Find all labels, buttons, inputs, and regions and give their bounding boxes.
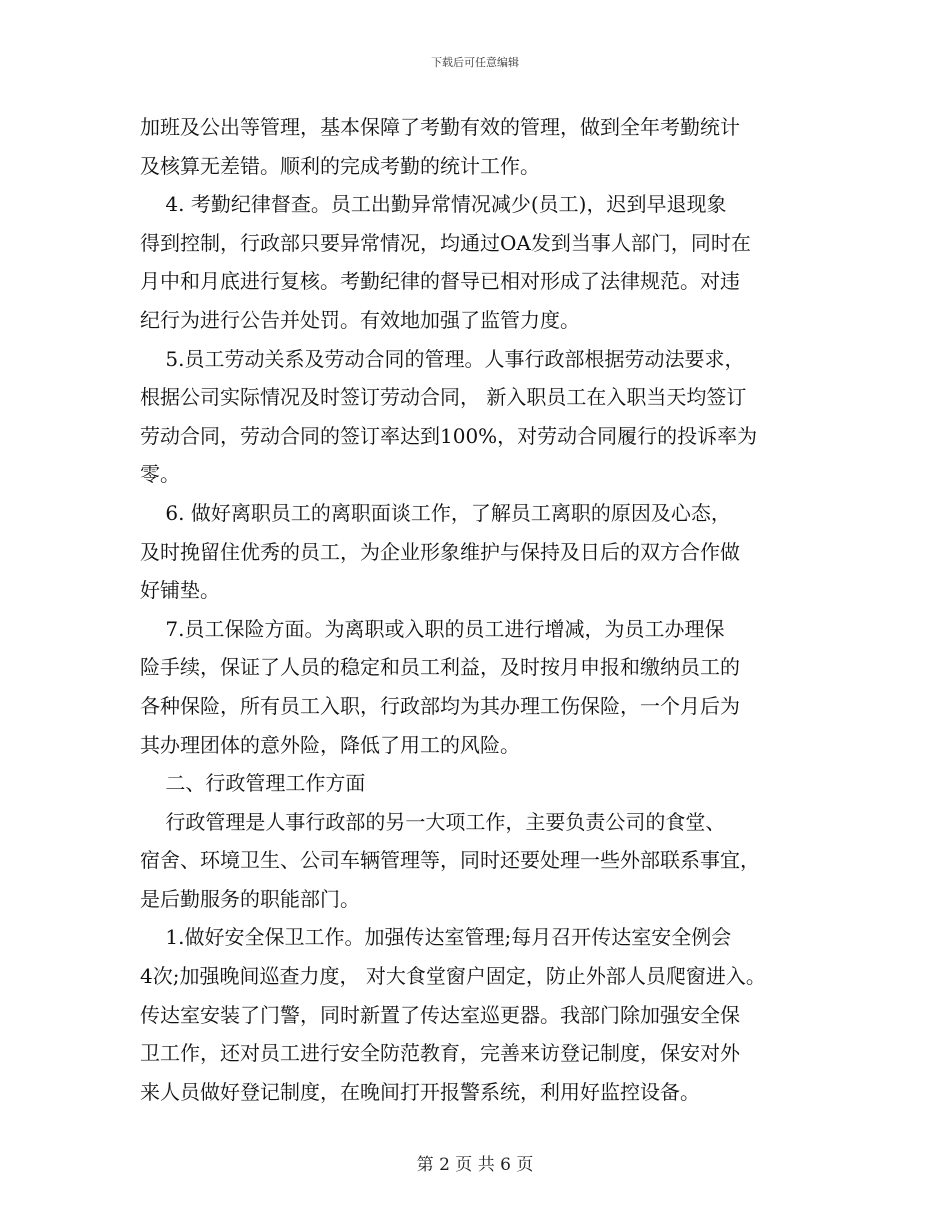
body-line: 宿舍、环境卫生、公司车辆管理等，同时还要处理一些外部联系事宜， [140,848,760,873]
body-line: 4. 考勤纪律督查。员工出勤异常情况减少(员工)，迟到早退现象 [140,192,727,217]
body-line: 及核算无差错。顺利的完成考勤的统计工作。 [140,153,540,178]
body-line: 卫工作，还对员工进行安全防范教育，完善来访登记制度，保安对外 [140,1041,740,1066]
page-footer: 第 2 页 共 6 页 [416,1155,534,1175]
body-line: 来人员做好登记制度，在晚间打开报警系统，利用好监控设备。 [140,1079,700,1104]
body-line: 好铺垫。 [140,578,220,603]
body-line: 加班及公出等管理，基本保障了考勤有效的管理，做到全年考勤统计 [140,115,740,139]
body-line: 行政管理是人事行政部的另一大项工作，主要负责公司的食堂、 [140,809,726,834]
body-line: 月中和月底进行复核。考勤纪律的督导已相对形成了法律规范。对违 [140,269,740,294]
body-line: 根据公司实际情况及时签订劳动合同， 新入职员工在入职当天均签订 [140,385,747,410]
body-line: 5.员工劳动关系及劳动合同的管理。人事行政部根据劳动法要求， [140,346,745,371]
section-heading: 二、行政管理工作方面 [140,771,366,796]
body-line: 劳动合同，劳动合同的签订率达到100%，对劳动合同履行的投诉率为 [140,423,758,448]
body-line: 7.员工保险方面。为离职或入职的员工进行增减，为员工办理保 [140,616,725,641]
body-line: 及时挽留住优秀的员工，为企业形象维护与保持及日后的双方合作做 [140,539,740,564]
body-line: 纪行为进行公告并处罚。有效地加强了监管力度。 [140,307,580,332]
body-line: 传达室安装了门警，同时新置了传达室巡更器。我部门除加强安全保 [140,1002,740,1027]
body-line: 得到控制，行政部只要异常情况，均通过OA发到当事人部门，同时在 [140,230,751,255]
body-line: 零。 [140,462,180,487]
document-body [140,108,830,1111]
body-line: 险手续，保证了人员的稳定和员工利益，及时按月申报和缴纳员工的 [140,655,740,680]
body-line: 各种保险，所有员工入职，行政部均为其办理工伤保险，一个月后为 [140,693,740,718]
body-line: 1.做好安全保卫工作。加强传达室管理;每月召开传达室安全例会 [140,925,732,950]
body-line: 4次;加强晚间巡查力度， 对大食堂窗户固定，防止外部人员爬窗进入。 [140,964,766,989]
body-line: 6. 做好离职员工的离职面谈工作，了解员工离职的原因及心态， [140,500,731,525]
body-line: 其办理团体的意外险，降低了用工的风险。 [140,732,520,757]
page-header: 下载后可任意编辑 [431,56,519,69]
body-line: 是后勤服务的职能部门。 [140,886,360,911]
